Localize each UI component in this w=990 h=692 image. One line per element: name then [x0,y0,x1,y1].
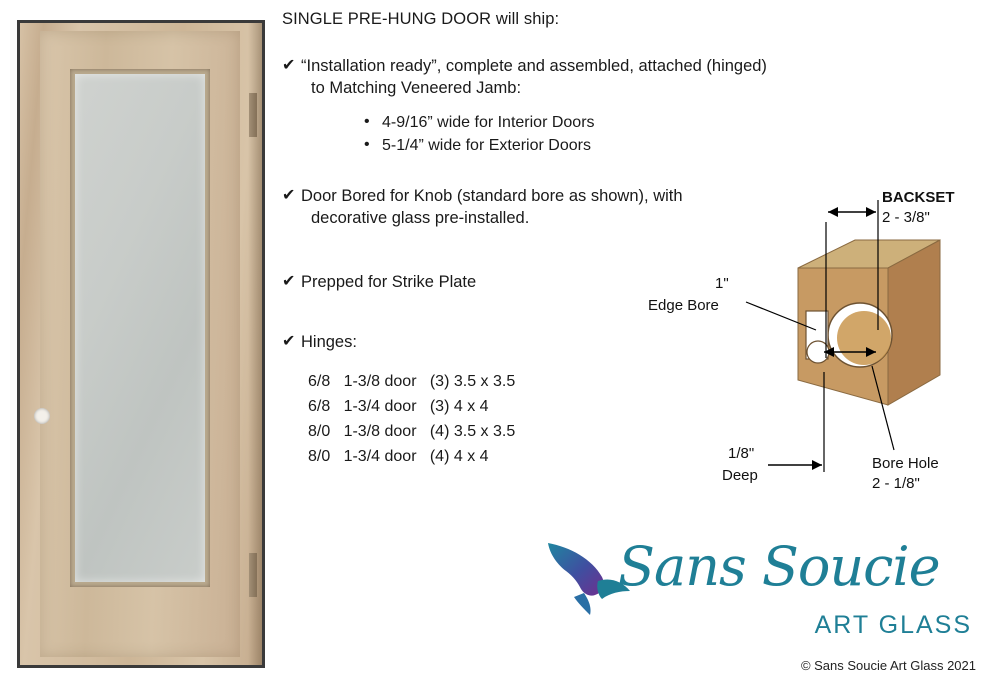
backset-value: 2 - 3/8" [882,209,930,226]
bore-diagram-svg [610,180,990,510]
bore-hole-label: Bore Hole [872,455,939,472]
check-icon: ✔ [282,57,296,74]
edge-bore-value: 1" [715,275,729,292]
table-row: 8/0 1-3/8 door (4) 3.5 x 3.5 [308,423,516,440]
check-icon: ✔ [282,273,296,290]
spec-line-1: Door Bored for Knob (standard bore as shown), with [301,187,683,205]
list-item: • 4-9/16” wide for Interior Doors [364,111,972,134]
spec-line-2: to Matching Veneered Jamb: [311,79,522,97]
check-icon: ✔ [282,187,296,204]
door-edge-shadow [248,23,262,665]
check-icon: ✔ [282,333,296,350]
frosted-glass-panel [75,74,205,582]
deep-dimension-arrow [768,460,822,470]
spec-item-text: Hinges: [301,333,357,351]
table-row: 6/8 1-3/4 door (3) 4 x 4 [308,398,489,415]
backset-dimension-arrow [828,207,876,217]
edge-bore-label: Edge Bore [648,297,719,314]
deep-label: Deep [722,467,758,484]
door-photo [17,20,265,668]
list-item: • 5-1/4” wide for Exterior Doors [364,134,972,157]
copyright-text: © Sans Soucie Art Glass 2021 [800,658,976,673]
brand-logo [540,525,980,665]
table-row: 6/8 1-3/8 door (3) 3.5 x 3.5 [308,373,516,390]
spec-heading: SINGLE PRE-HUNG DOOR will ship: [282,10,560,28]
logo-subtitle: ART GLASS [814,611,972,639]
knob-bore-hole [34,408,50,424]
spec-item-text: Prepped for Strike Plate [301,273,477,291]
spec-item-text [301,55,767,99]
door-jamb [20,23,262,665]
logo-wordmark: Sans Soucie [618,535,940,598]
bore-hole-value: 2 - 1/8" [872,475,920,492]
bore-diagram [610,180,990,510]
spec-line-1: “Installation ready”, complete and assembled, attached (hinged) [301,57,767,75]
jamb-width-list [364,111,972,157]
deep-value: 1/8" [728,445,755,462]
spec-item-installation-ready [282,55,972,99]
backset-label: BACKSET [882,189,955,206]
glass-bevel [70,69,210,587]
table-row: 8/0 1-3/4 door (4) 4 x 4 [308,448,489,465]
door-slab [40,31,240,657]
spec-line-2: decorative glass pre-installed. [311,209,530,227]
door-block-illustration [798,240,940,405]
